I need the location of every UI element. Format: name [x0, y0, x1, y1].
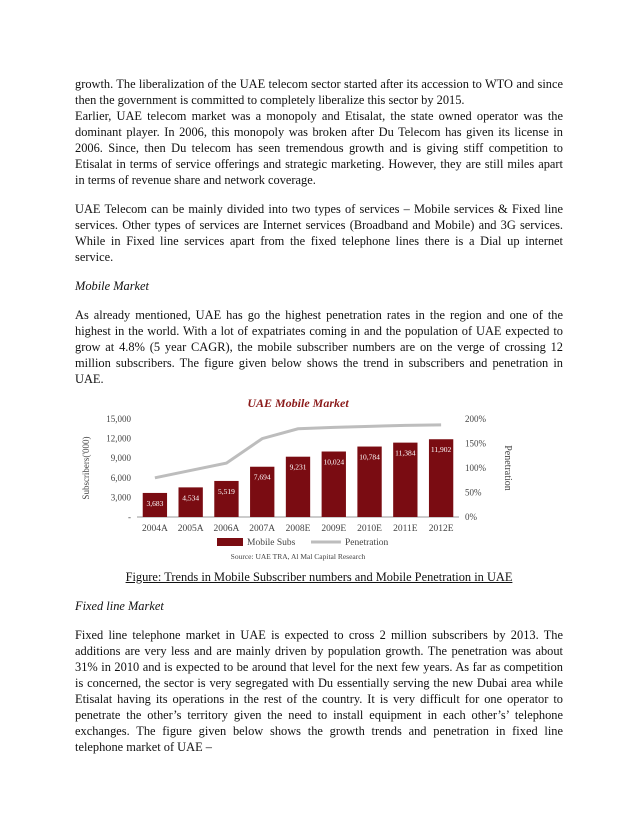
- heading-fixed-line-market: Fixed line Market: [75, 599, 164, 613]
- y-tick-label: 9,000: [110, 453, 131, 464]
- chart-source: Source: UAE TRA, Al Mal Capital Research: [230, 552, 366, 561]
- legend-label-penetration: Penetration: [345, 538, 389, 548]
- chart-svg: [75, 393, 563, 565]
- x-tick-label: 2006A: [213, 524, 240, 534]
- x-tick-label: 2010E: [357, 524, 382, 534]
- bar-data-label: 11,384: [395, 448, 416, 458]
- paragraph-fixed-line-market: Fixed line telephone market in UAE is expected to cross 2 million subscribers by 2013. The additions are very less and are mainly driven by population growth. The penetration was about 31% in 2010 and is expected to be around that level for the next few years. As far as competition is concerned, the sector is very segregated with Du essentially serving the new Dubai area while Etisalat having its operations in the rest of the country. It is very difficult for one operator to penetrate the other’s territory given the need to install equipment in each other’s’ telephone exchanges. The figure given below shows the growth trends and penetration in fixed line telephone market of UAE –: [75, 628, 563, 754]
- paragraph-service-types: UAE Telecom can be mainly divided into two types of services – Mobile services & Fixed line services. Other types of services are Internet services (Broadband and Mobile) and 3G services. While in Fixed line services apart from the fixed telephone lines there is a Dial up internet service.: [75, 202, 563, 264]
- paragraph-liberalization: growth. The liberalization of the UAE telecom sector started after its accession to WTO and since then the government is committed to completely liberalize this sector by 2015.: [75, 77, 563, 107]
- y2-tick-label: 200%: [465, 414, 486, 424]
- bar-data-label: 3,683: [146, 498, 164, 508]
- x-tick-label: 2011E: [393, 524, 418, 534]
- legend-label-mobile-subs: Mobile Subs: [247, 538, 296, 548]
- y-tick-label: 3,000: [110, 492, 131, 503]
- y2-tick-label: 100%: [465, 463, 486, 473]
- y-axis-label: Subscribers('000): [81, 436, 91, 500]
- x-tick-label: 2012E: [428, 524, 454, 534]
- y-tick-label: 6,000: [110, 472, 131, 483]
- paragraph-mobile-market: As already mentioned, UAE has go the highest penetration rates in the region and one of the highest in the world. With a lot of expatriates coming in and the population of UAE expected to grow at 4.8% (5 year CAGR), the mobile subscriber numbers are on the verge of crossing 12 million subscribers. The figure given below shows the trend in subscribers and penetration in UAE.: [75, 308, 563, 386]
- bar-data-label: 9,231: [289, 462, 307, 472]
- document-page: [75, 76, 563, 755]
- bar-data-label: 7,694: [253, 472, 271, 482]
- bar-data-label: 11,902: [430, 445, 452, 455]
- legend-swatch-mobile-subs: [217, 538, 243, 546]
- y-tick-label: 15,000: [106, 414, 131, 424]
- bar-data-label: 10,024: [323, 457, 345, 467]
- y-tick-label: 12,000: [106, 433, 131, 444]
- mobile-market-chart: [75, 393, 563, 565]
- x-tick-label: 2009E: [321, 524, 347, 534]
- x-tick-label: 2008E: [285, 524, 311, 534]
- y2-tick-label: 50%: [465, 487, 482, 498]
- bar-data-label: 4,534: [182, 493, 200, 503]
- figure-caption: Figure: Trends in Mobile Subscriber numbers and Mobile Penetration in UAE: [125, 570, 513, 584]
- bar-data-label: 10,784: [359, 452, 380, 462]
- x-tick-label: 2007A: [249, 524, 276, 534]
- bar-data-label: 5,519: [218, 486, 235, 496]
- y2-tick-label: 150%: [465, 438, 486, 449]
- paragraph-monopoly: Earlier, UAE telecom market was a monopoly and Etisalat, the state owned operator was the dominant player. In 2006, this monopoly was broken after Du Telecom has given its license in 2006. Since, then Du telecom has seen tremendous growth and is giving stiff competition to Etisalat in terms of service offerings and strategic marketing. However, they are still miles apart in terms of revenue share and network coverage.: [75, 109, 563, 187]
- x-tick-label: 2004A: [141, 524, 168, 534]
- y-tick-label: -: [128, 512, 131, 522]
- y2-axis-label: Penetration: [502, 445, 513, 491]
- x-tick-label: 2005A: [177, 524, 204, 534]
- chart-title: UAE Mobile Market: [247, 396, 349, 410]
- heading-mobile-market: Mobile Market: [75, 279, 149, 293]
- y2-tick-label: 0%: [465, 512, 477, 522]
